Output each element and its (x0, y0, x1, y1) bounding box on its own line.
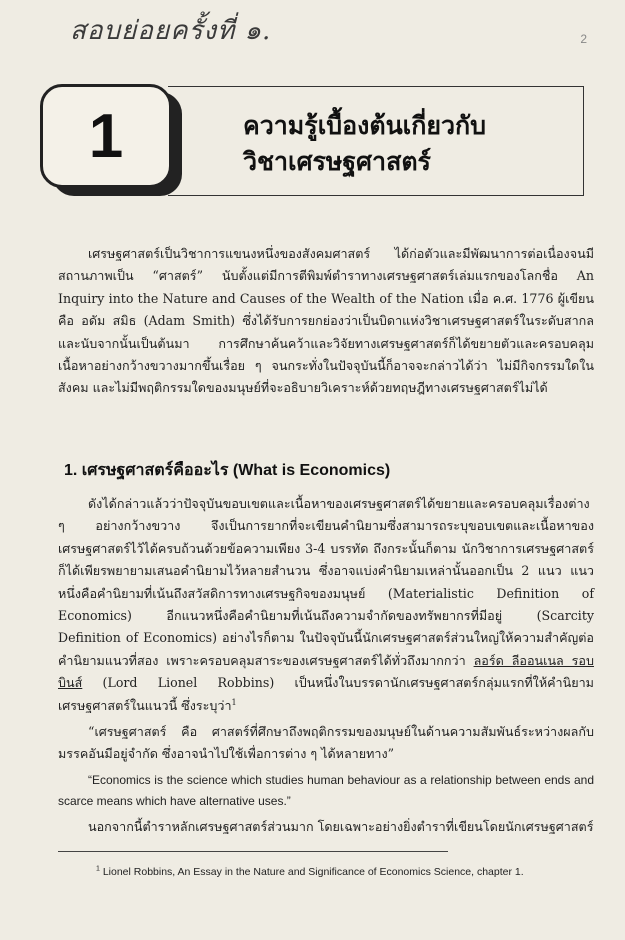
chapter-number-box (40, 84, 172, 188)
page-number: 2 (580, 32, 587, 46)
chapter-title (243, 108, 486, 180)
handwritten-note: สอบย่อยครั้งที่ ๑. (70, 16, 272, 46)
footnote-rule (58, 851, 448, 852)
quote-english: “Economics is the science which studies human behaviour as a relationship between ends and scarce means which have alternative uses.” (58, 772, 594, 808)
section-heading: 1. เศรษฐศาสตร์คืออะไร (What is Economics) (64, 462, 391, 479)
chapter-title-line1: ความรู้เบื้องต้นเกี่ยวกับ (243, 112, 487, 140)
chapter-header (38, 80, 586, 198)
definition-paragraph (58, 493, 594, 717)
robbins-name: ลอร์ด ลีออนเนล รอบบินส์ (58, 652, 594, 691)
definition-paragraph-tail: (Lord Lionel Robbins) เป็นหนึ่งในบรรดานักเศรษฐศาสตร์กลุ่มแรกที่ให้คำนิยามเศรษฐศาสตร์ในแนวนี้ ซึ่งระบุว่า (58, 675, 594, 713)
quote-thai: “เศรษฐศาสตร์ คือ ศาสตร์ที่ศึกษาถึงพฤติกรรมของมนุษย์ในด้านความสัมพันธ์ระหว่างผลกับมรรคอันมีอยู่จำกัด ซึ่งอาจนำไปใช้เพื่อการต่าง ๆ ได้หลายทาง” (58, 724, 594, 762)
closing-paragraph: นอกจากนี้ตำราหลักเศรษฐศาสตร์ส่วนมาก โดยเฉพาะอย่างยิ่งตำราที่เขียนโดยนักเศรษฐศาสตร์ (88, 818, 594, 834)
section-body (58, 493, 594, 838)
footnote-marker: 1 (96, 865, 100, 873)
definition-paragraph-text: ดังได้กล่าวแล้วว่าปัจจุบันขอบเขตและเนื้อหาของเศรษฐศาสตร์ได้ขยายและครอบคลุมเรื่องต่าง ๆ อย่างกว้างขวาง จึงเป็นการยากที่จะเขียนคำนิยามซึ่งสามารถระบุขอบเขตและเนื้อหาของเศรษฐศาสตร์ไว้ได้ครบถ้วนด้วยข้อความเพียง 3-4 บรรทัด ถึงกระนั้นก็ตาม นักวิชาการเศรษฐศาสตร์ก็ได้เพียรพยายามเสนอคำนิยามไว้หลายสำนวน ซึ่งอาจแบ่งคำนิยามเหล่านั้นออกเป็น 2 แนว แนวหนึ่งคือคำนิยามที่เน้นถึงสวัสดิการทางเศรษฐกิจของมนุษย์ (Materialistic Definition of Economics) อีกแนวหนึ่งคือคำนิยามที่เน้นถึงความจำกัดของทรัพยากรที่มีอยู่ (Scarcity Definition of Economics) อย่างไรก็ตาม ในปัจจุบันนี้นักเศรษฐศาสตร์ส่วนใหญ่ให้ความสำคัญต่อคำนิยามแนวที่สอง เพราะครอบคลุมสาระของเศรษฐศาสตร์ได้ทั่วถึงมากกว่า (58, 496, 594, 668)
chapter-number: 1 (88, 101, 124, 171)
footnote-reference: 1 (231, 697, 237, 707)
intro-paragraph: เศรษฐศาสตร์เป็นวิชาการแขนงหนึ่งของสังคมศาสตร์ ได้ก่อตัวและมีพัฒนาการต่อเนื่องจนมีสถานภาพเป็น “ศาสตร์” นับตั้งแต่มีการตีพิมพ์ตำราทางเศรษฐศาสตร์เล่มแรกของโลกชื่อ An Inquiry into the Nature and Causes of the Wealth of the Nation เมื่อ ค.ศ. 1776 ผู้เขียนคือ อดัม สมิธ (Adam Smith) ซึ่งได้รับการยกย่องว่าเป็นบิดาแห่งวิชาเศรษฐศาสตร์ในระดับสากล และนับจากนั้นเป็นต้นมา การศึกษาค้นคว้าและวิจัยทางเศรษฐศาสตร์ก็ได้ขยายตัวและครอบคลุมเนื้อหาอย่างกว้างขวางมากขึ้นเรื่อย ๆ จนกระทั่งในปัจจุบันนี้ก็อาจจะกล่าวได้ว่า ไม่มีกิจกรรมใดในสังคม และไม่มีพฤติกรรมใดของมนุษย์ที่จะอธิบายวิเคราะห์ด้วยทฤษฎีทางเศรษฐศาสตร์ไม่ได้ (58, 246, 594, 396)
intro-section (58, 243, 594, 400)
footnote-text: Lionel Robbins, An Essay in the Nature and Significance of Economics Science, chapter 1. (102, 866, 524, 878)
chapter-title-line2: วิชาเศรษฐศาสตร์ (243, 148, 431, 176)
footnote (96, 866, 596, 878)
